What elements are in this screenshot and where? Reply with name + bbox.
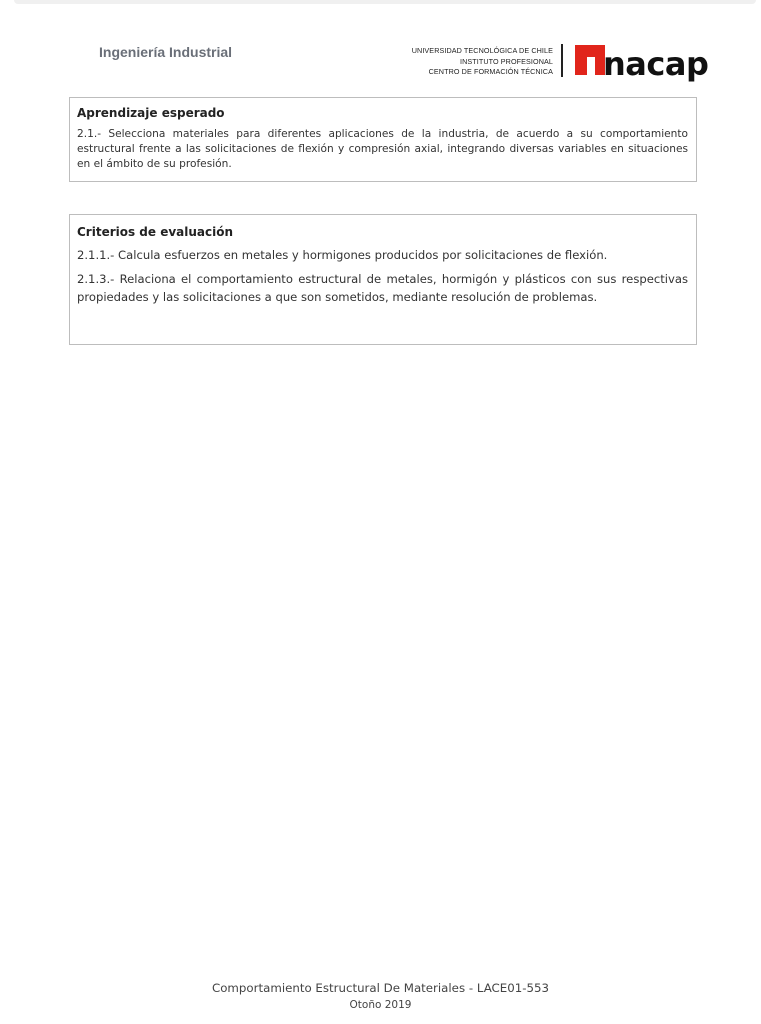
aprendizaje-heading: Aprendizaje esperado [77,106,225,120]
aprendizaje-text: 2.1.- Selecciona materiales para diferentes aplicaciones de la industria, de acuerdo a su comportamiento estructural frente a las solicitaciones de flexión y compresión axial, integrando diversas variables en situaciones en el ámbito de su profesión. [77,128,688,170]
aprendizaje-box [69,97,697,182]
logo-white-notch [587,57,595,75]
criterio-item: 2.1.3.- Relaciona el comportamiento estructural de metales, hormigón y plásticos con sus respectivas propiedades y las solicitaciones a que son sometidos, mediante resolución de problemas. [77,272,688,304]
institution-line-university: UNIVERSIDAD TECNOLÓGICA DE CHILE [411,46,553,55]
criterios-heading: Criterios de evaluación [77,225,234,239]
institution-lines [412,46,553,78]
footer-term: Otoño 2019 [349,999,412,1011]
logo-wordmark: nacap [603,45,709,83]
header-divider [561,44,563,77]
department-title: Ingeniería Industrial [99,44,233,60]
institution-line-institute: INSTITUTO PROFESIONAL [459,56,553,66]
criterio-item: 2.1.1.- Calcula esfuerzos en metales y hormigones producidos por solicitaciones de flexión. [77,248,608,262]
footer-course: Comportamiento Estructural De Materiales - LACE01-553 [211,981,550,995]
institution-line-center: CENTRO DE FORMACIÓN TÉCNICA [428,67,553,76]
criterios-box [69,214,697,345]
page-top-edge [14,0,756,4]
inacap-logo [575,44,725,88]
